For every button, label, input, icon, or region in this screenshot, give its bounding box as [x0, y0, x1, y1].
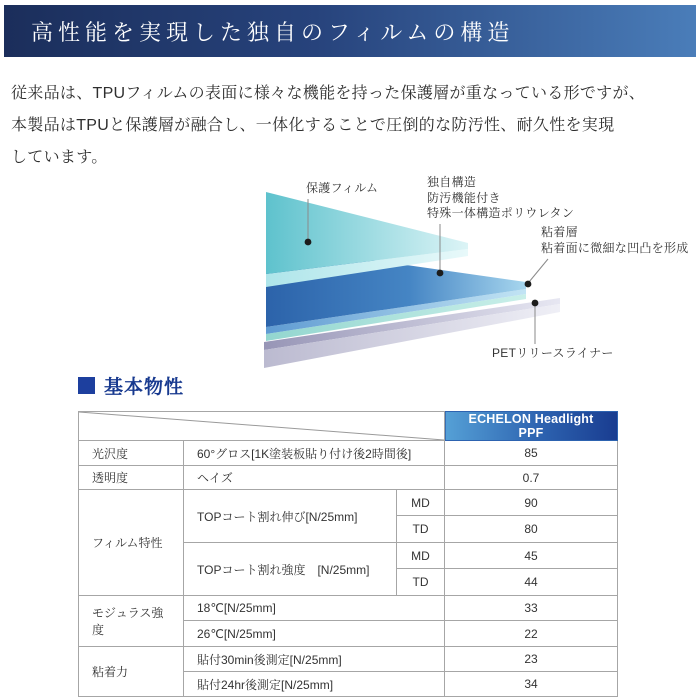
label-line: 独自構造	[427, 175, 477, 189]
intro-line: しています。	[11, 149, 108, 166]
dot-liner	[532, 300, 539, 307]
cell-modulus-18-test: 18℃[N/25mm]	[184, 596, 445, 621]
label-protective-film: 保護フィルム	[306, 181, 379, 195]
table-row-film-elongation-md	[79, 490, 618, 516]
cell-modulus-category: モジュラス強度	[79, 596, 184, 647]
cell-film-elongation-test: TOPコート割れ伸び[N/25mm]	[184, 490, 397, 543]
cell-gloss-category: 光沢度	[79, 441, 184, 466]
cell-md-label: MD	[397, 543, 445, 569]
cell-modulus-18-value: 33	[445, 596, 618, 621]
section-title: 基本物性	[104, 377, 185, 398]
cell-film-elongation-td: 80	[445, 516, 618, 543]
label-line: 特殊一体構造ポリウレタン	[427, 206, 575, 220]
section-square-icon	[78, 377, 95, 394]
header-banner	[4, 5, 696, 57]
dot-unique-structure	[437, 270, 444, 277]
cell-gloss-test: 60°グロス[1K塗装板貼り付け後2時間後]	[184, 441, 445, 466]
cell-td-label: TD	[397, 569, 445, 596]
header-empty-cell	[79, 412, 445, 441]
page-title: 高性能を実現した独自のフィルムの構造	[31, 20, 515, 46]
cell-film-category: フィルム特性	[79, 490, 184, 596]
table-row-adhesion-30min	[79, 647, 618, 672]
cell-film-elongation-md: 90	[445, 490, 618, 516]
label-line: 粘着層	[541, 225, 578, 239]
table-header-row	[79, 412, 618, 441]
cell-adhesion-category: 粘着力	[79, 647, 184, 697]
film-structure-diagram	[0, 170, 700, 382]
leader-line-adhesive	[529, 259, 548, 282]
cell-haze-test: ヘイズ	[184, 466, 445, 490]
table-row-haze	[79, 466, 618, 490]
label-line: 粘着面に微細な凹凸を形成	[541, 240, 689, 255]
cell-modulus-26-value: 22	[445, 621, 618, 647]
dot-protective-film	[305, 239, 312, 246]
cell-haze-value: 0.7	[445, 466, 618, 490]
intro-paragraph	[11, 78, 691, 174]
cell-adhesion-24hr-test: 貼付24hr後測定[N/25mm]	[184, 672, 445, 697]
cell-gloss-value: 85	[445, 441, 618, 466]
label-line: 防汚機能付き	[427, 190, 501, 205]
cell-td-label: TD	[397, 516, 445, 543]
label-unique-structure	[427, 175, 574, 222]
label-release-liner: PETリリースライナー	[492, 346, 614, 360]
cell-adhesion-30min-value: 23	[445, 647, 618, 672]
table-row-modulus-18	[79, 596, 618, 621]
basic-properties-table	[78, 411, 618, 697]
cell-film-strength-td: 44	[445, 569, 618, 596]
cell-md-label: MD	[397, 490, 445, 516]
label-adhesive-layer	[541, 225, 689, 256]
table-row-gloss	[79, 441, 618, 466]
cell-film-strength-md: 45	[445, 543, 618, 569]
product-header-cell: ECHELON Headlight PPF	[445, 412, 618, 441]
cell-film-strength-test: TOPコート割れ強度 [N/25mm]	[184, 543, 397, 596]
cell-adhesion-24hr-value: 34	[445, 672, 618, 697]
dot-adhesive	[525, 281, 532, 288]
cell-adhesion-30min-test: 貼付30min後測定[N/25mm]	[184, 647, 445, 672]
cell-haze-category: 透明度	[79, 466, 184, 490]
diagonal-line	[79, 412, 444, 440]
intro-line: 本製品はTPUと保護層が融合し、一体化することで圧倒的な防汚性、耐久性を実現	[11, 117, 615, 134]
section-heading	[78, 372, 184, 399]
cell-modulus-26-test: 26℃[N/25mm]	[184, 621, 445, 647]
intro-line: 従来品は、TPUフィルムの表面に様々な機能を持った保護層が重なっている形ですが、	[11, 85, 646, 102]
